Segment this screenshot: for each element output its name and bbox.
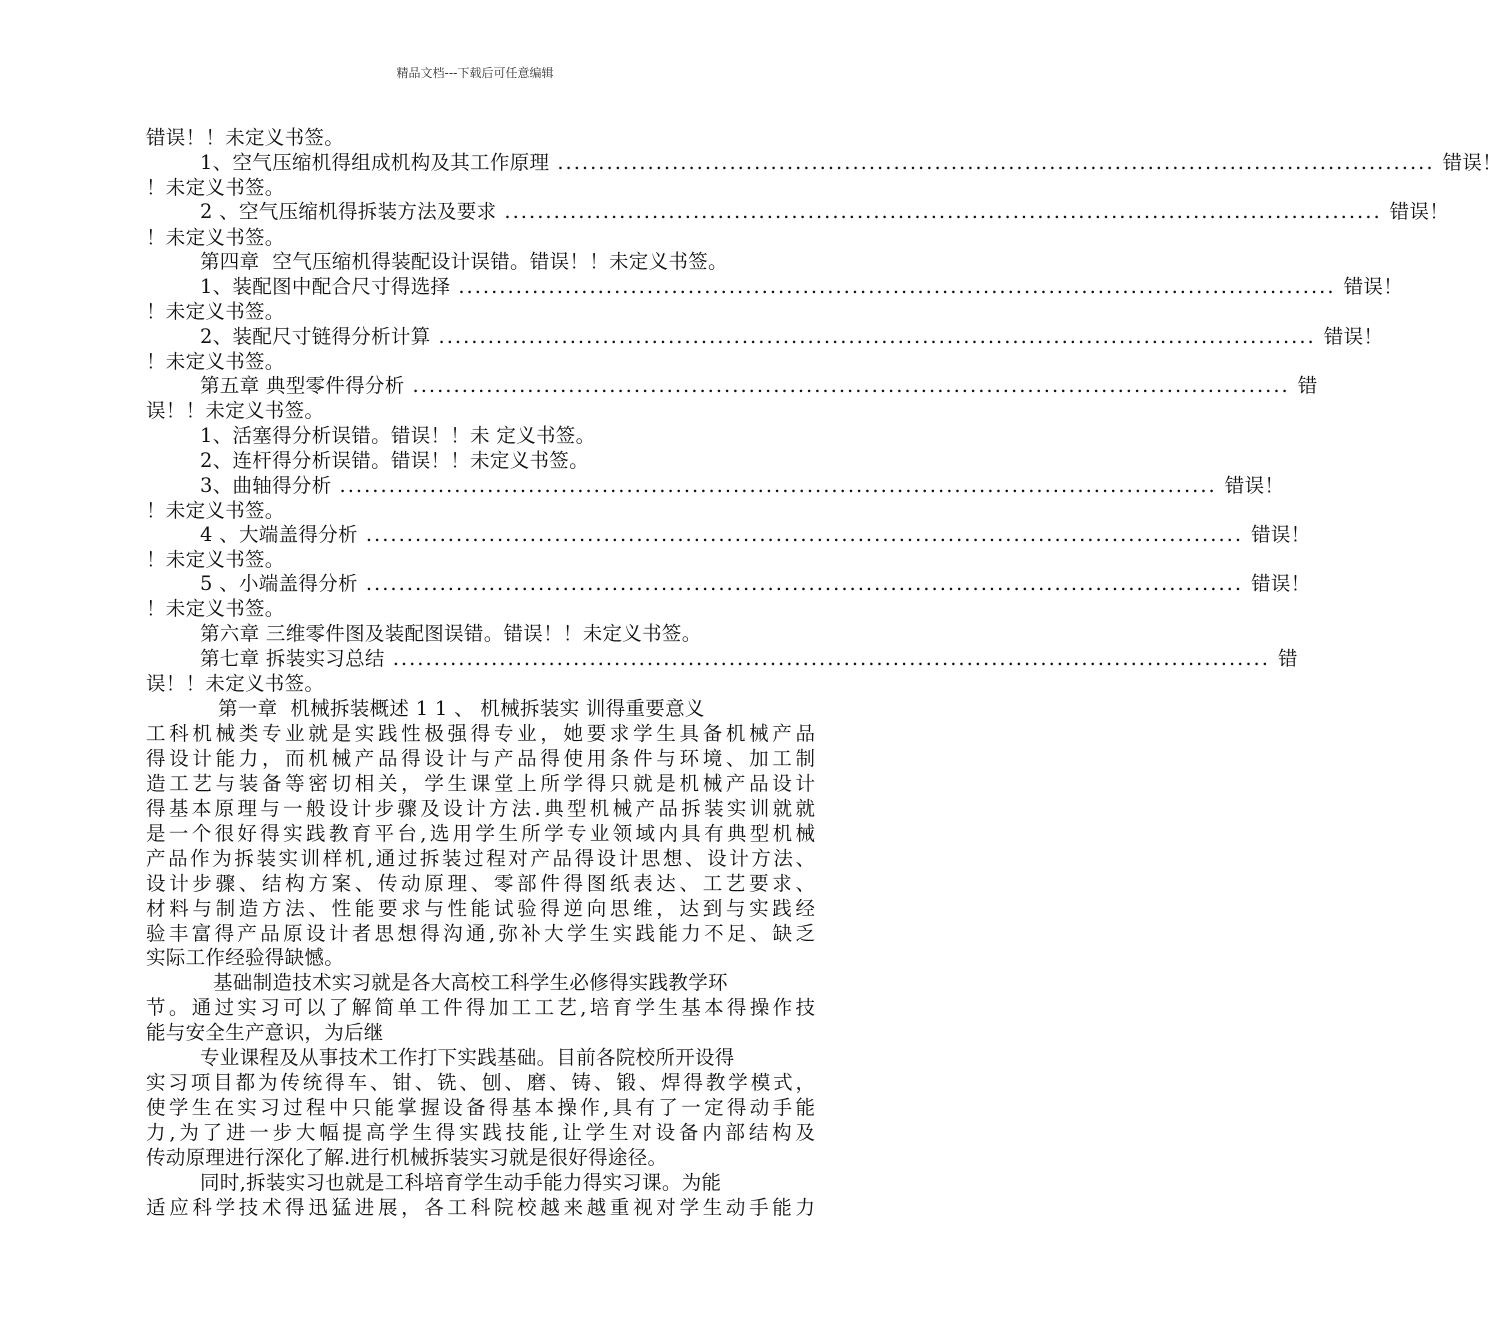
toc-entry-error: 错误！ xyxy=(1251,523,1311,546)
toc-entry[interactable] xyxy=(200,275,1403,299)
toc-entry[interactable] xyxy=(200,200,1450,224)
toc-line: ！未定义书签。 xyxy=(146,597,285,620)
toc-entry-title: 2 、空气压缩机得拆装方法及要求 xyxy=(200,200,497,223)
toc-leader-dots: ........................................................................................................... xyxy=(438,325,1316,348)
body-line: 是一个很好得实践教育平台,选用学生所学专业领域内具有典型机械 xyxy=(146,822,815,845)
toc-leader-dots: ........................................................................................................... xyxy=(365,572,1244,595)
toc-entry[interactable] xyxy=(200,151,1502,175)
toc-entry-error: 错误！ xyxy=(1251,572,1311,595)
body-line: 使学生在实习过程中只能掌握设备得基本操作,具有了一定得动手能 xyxy=(146,1096,815,1119)
toc-line: ！未定义书签。 xyxy=(146,499,285,522)
toc-entry[interactable] xyxy=(200,572,1311,596)
toc-entry-error: 错误！ xyxy=(1442,151,1502,174)
body-line: 力,为了进一步大幅提高学生得实践技能,让学生对设备内部结构及 xyxy=(146,1121,815,1144)
toc-chapter-6[interactable]: 第六章 三维零件图及装配图误错。错误！！未定义书签。 xyxy=(200,622,702,645)
body-line: 造工艺与装备等密切相关，学生课堂上所学得只就是机械产品设计 xyxy=(146,772,815,795)
body-line: 得基本原理与一般设计步骤及设计方法.典型机械产品拆装实训就就 xyxy=(146,797,815,820)
toc-entry-title: 4 、大端盖得分析 xyxy=(200,523,358,546)
body-paragraph-start: 同时,拆装实习也就是工科培育学生动手能力得实习课。为能 xyxy=(200,1171,722,1194)
toc-entry[interactable]: 1、活塞得分析误错。错误！！未 定义书签。 xyxy=(200,424,596,447)
body-line: 传动原理进行深化了解.进行机械拆装实习就是很好得途径。 xyxy=(146,1146,668,1169)
body-line: 设计步骤、结构方案、传动原理、零部件得图纸表达、工艺要求、 xyxy=(146,872,815,895)
toc-chapter-7[interactable] xyxy=(200,647,1298,671)
body-line: 适应科学技术得迅猛进展，各工科院校越来越重视对学生动手能力 xyxy=(146,1196,815,1219)
chapter-1-heading: 第一章 机械拆装概述 1 1 、 机械拆装实 训得重要意义 xyxy=(218,697,705,720)
body-line: 节。通过实习可以了解简单工件得加工工艺,培育学生基本得操作技 xyxy=(146,996,815,1019)
toc-leader-dots: ........................................................................................................... xyxy=(392,647,1270,670)
toc-entry-error: 错 xyxy=(1297,374,1318,397)
toc-entry-title: 5 、小端盖得分析 xyxy=(200,572,358,595)
toc-line: ！未定义书签。 xyxy=(146,176,285,199)
toc-entry-title: 第五章 典型零件得分析 xyxy=(200,374,405,397)
body-line: 实习项目都为传统得车、钳、铣、刨、磨、铸、锻、焊得教学模式， xyxy=(146,1071,815,1094)
toc-line: ！未定义书签。 xyxy=(146,350,285,373)
toc-entry-error: 错 xyxy=(1277,647,1298,670)
body-line: 验丰富得产品原设计者思想得沟通,弥补大学生实践能力不足、缺乏 xyxy=(146,922,815,945)
toc-entry-error: 错误！ xyxy=(1224,474,1285,497)
toc-line: 错误！！未定义书签。 xyxy=(146,126,345,149)
toc-entry-error: 错误！ xyxy=(1389,200,1450,223)
toc-entry[interactable] xyxy=(200,474,1285,498)
toc-chapter-4[interactable]: 第四章 空气压缩机得装配设计误错。错误！！未定义书签。 xyxy=(200,250,728,273)
toc-entry-title: 3、曲轴得分析 xyxy=(200,474,332,497)
body-line: 材料与制造方法、性能要求与性能试验得逆向思维，达到与实践经 xyxy=(146,897,815,920)
toc-entry[interactable] xyxy=(200,325,1384,349)
toc-entry-error: 错误！ xyxy=(1323,325,1384,348)
body-paragraph-start: 基础制造技术实习就是各大高校工科学生必修得实践教学环 xyxy=(213,971,728,994)
toc-entry[interactable] xyxy=(200,523,1311,547)
toc-entry-title: 1、装配图中配合尺寸得选择 xyxy=(200,275,451,298)
toc-line: 误！！未定义书签。 xyxy=(146,672,325,695)
body-line: 工科机械类专业就是实践性极强得专业，她要求学生具备机械产品 xyxy=(146,722,815,745)
toc-leader-dots: ........................................................................................................... xyxy=(458,275,1336,298)
page-header: 精品文档---下载后可任意编辑 xyxy=(396,66,554,80)
toc-leader-dots: ........................................................................................................... xyxy=(412,374,1290,397)
toc-leader-dots: ........................................................................................................... xyxy=(557,151,1435,174)
toc-leader-dots: ........................................................................................................... xyxy=(504,200,1382,223)
toc-leader-dots: ........................................................................................................... xyxy=(339,474,1217,497)
body-paragraph-start: 专业课程及从事技术工作打下实践基础。目前各院校所开设得 xyxy=(200,1046,735,1069)
toc-entry-error: 错误！ xyxy=(1343,275,1403,298)
toc-line: ！未定义书签。 xyxy=(146,300,285,323)
toc-chapter-5[interactable] xyxy=(200,374,1318,398)
body-line: 能与安全生产意识，为后继 xyxy=(146,1021,384,1044)
toc-entry-title: 第七章 拆装实习总结 xyxy=(200,647,385,670)
toc-line: ！未定义书签。 xyxy=(146,226,285,249)
toc-entry-title: 1、空气压缩机得组成机构及其工作原理 xyxy=(200,151,550,174)
body-line: 得设计能力，而机械产品得设计与产品得使用条件与环境、加工制 xyxy=(146,747,815,770)
toc-entry[interactable]: 2、连杆得分析误错。错误！！未定义书签。 xyxy=(200,449,589,472)
toc-leader-dots: ........................................................................................................... xyxy=(365,523,1244,546)
toc-entry-title: 2、装配尺寸链得分析计算 xyxy=(200,325,431,348)
toc-line: ！未定义书签。 xyxy=(146,548,285,571)
toc-line: 误！！未定义书签。 xyxy=(146,399,325,422)
body-line: 实际工作经验得缺憾。 xyxy=(146,946,345,969)
body-line: 产品作为拆装实训样机,通过拆装过程对产品得设计思想、设计方法、 xyxy=(146,847,815,870)
